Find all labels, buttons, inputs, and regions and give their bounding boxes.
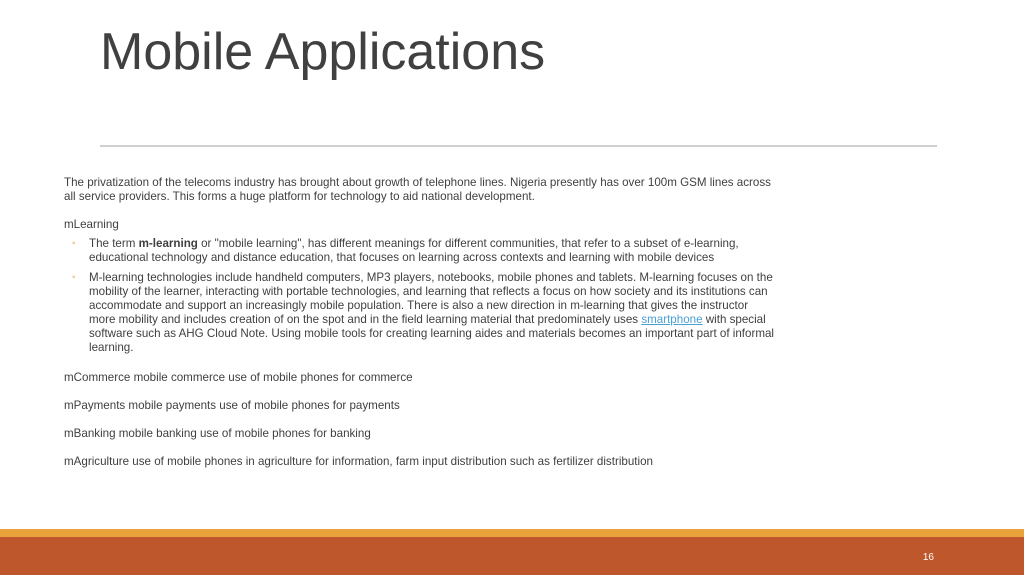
footer-bar: [0, 537, 1024, 575]
slide-title: Mobile Applications: [100, 23, 546, 81]
mpayments-line: mPayments mobile payments use of mobile phones for payments: [64, 399, 400, 412]
mlearning-bullet-list: [64, 237, 776, 355]
footer-accent-stripe: [0, 529, 1024, 537]
list-item: [64, 237, 776, 265]
mlearning-heading: mLearning: [64, 218, 119, 231]
mbanking-line: mBanking mobile banking use of mobile phones for banking: [64, 427, 371, 440]
slide-body: [64, 176, 776, 483]
intro-paragraph: The privatization of the telecoms industry has brought about growth of telephone lines. Nigeria presently has over 100m GSM lines across all service providers. This forms a huge platform for technology to aid national development.: [64, 176, 771, 203]
smartphone-link[interactable]: smartphone: [641, 313, 703, 326]
bullet-text-rest: or "mobile learning", has different meanings for different communities, that refer to a subset of e-learning, educational technology and distance education, that focuses on learning across contexts and learning with mobile devices: [89, 237, 739, 264]
bold-term: m-learning: [138, 237, 198, 250]
magriculture-line: mAgriculture use of mobile phones in agriculture for information, farm input distribution such as fertilizer distribution: [64, 455, 653, 468]
list-item: [64, 271, 776, 355]
mcommerce-line: mCommerce mobile commerce use of mobile phones for commerce: [64, 371, 413, 384]
slide-number: 16: [922, 552, 934, 563]
title-divider: [100, 145, 937, 147]
bullet-icon: ◦: [72, 272, 76, 283]
bullet-text-before-link: M-learning technologies include handheld computers, MP3 players, notebooks, mobile phones and tablets. M-learning focuses on the mobility of the learner, interacting with portable technologies, and learning that reflects a focus on how society and its institutions can accommodate and support an increasingly mobile population. There is also a new direction in m-learning that gives the instructor more mobility and includes creation of on the spot and in the field learning material that predominately uses: [89, 271, 773, 326]
bullet-icon: ◦: [72, 238, 76, 249]
bullet-text-after-link: with special software such as AHG Cloud Note. Using mobile tools for creating learning aides and materials becomes an important part of informal learning.: [89, 313, 775, 354]
bullet-text-prefix: The term: [89, 237, 139, 250]
